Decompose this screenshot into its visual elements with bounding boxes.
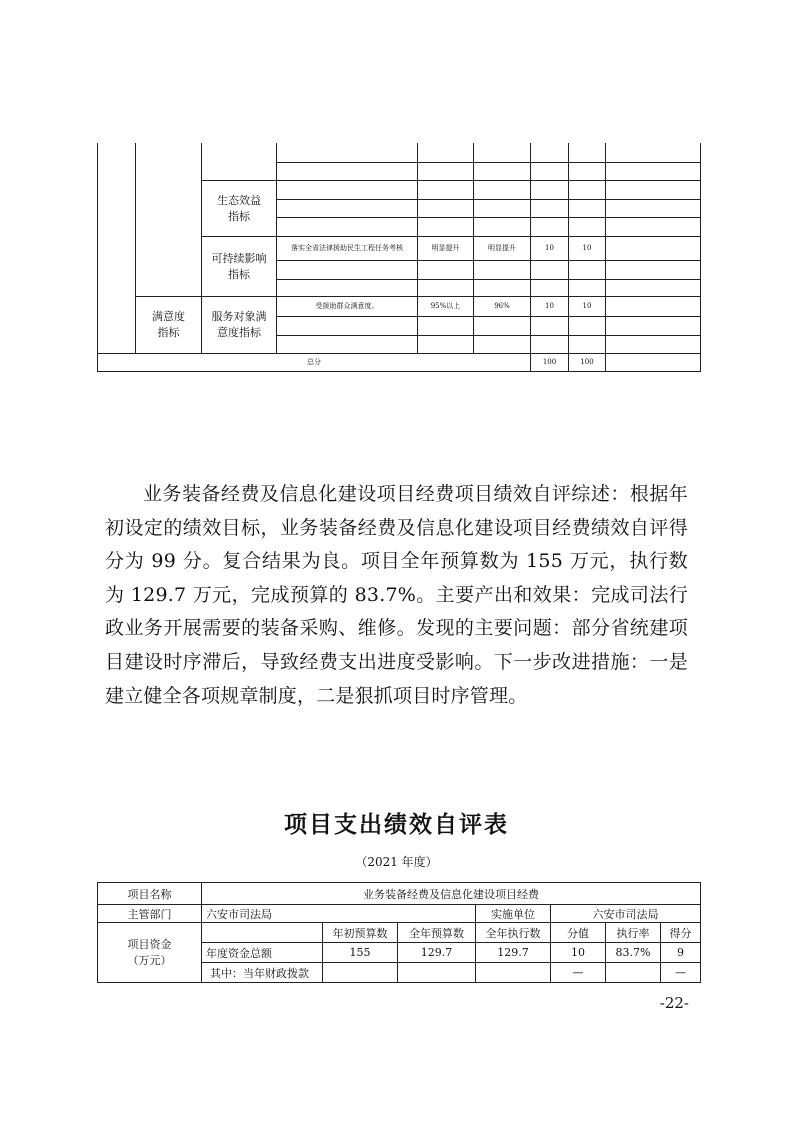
total-weight: 100 bbox=[542, 358, 557, 367]
row-fiscal-label: 其中：当年财政拨款 bbox=[210, 966, 309, 980]
project-name-value: 业务装备经费及信息化建设项目经费 bbox=[363, 887, 539, 901]
row-total-execution: 129.7 bbox=[497, 946, 529, 959]
satisfaction-content: 受援助群众满意度。 bbox=[315, 302, 379, 311]
satisfaction-score: 10 bbox=[582, 302, 592, 311]
header-initial-budget: 年初预算数 bbox=[332, 926, 388, 940]
satisfaction-weight: 10 bbox=[545, 302, 554, 311]
satisfaction-indicator-label: 服务对象满 意度指标 bbox=[211, 310, 267, 339]
total-label: 总分 bbox=[307, 358, 321, 367]
dept-label: 主管部门 bbox=[127, 907, 172, 921]
funds-label: 项目资金 （万元） bbox=[127, 937, 172, 967]
header-execution-rate: 执行率 bbox=[616, 926, 650, 940]
dept-value: 六安市司法局 bbox=[206, 907, 272, 921]
header-score: 得分 bbox=[669, 926, 692, 940]
sustain-weight: 10 bbox=[545, 244, 554, 253]
header-annual-execution: 全年执行数 bbox=[485, 926, 541, 940]
sustain-content: 落实全省法律援助民生工程任务考核 bbox=[291, 244, 403, 253]
row-fiscal-score-dash: — bbox=[675, 966, 686, 979]
satisfaction-target: 95%以上 bbox=[430, 302, 461, 311]
sustain-actual: 明显提升 bbox=[488, 244, 516, 253]
total-score: 100 bbox=[580, 358, 594, 367]
satisfaction-actual: 96% bbox=[494, 302, 510, 311]
row-total-weight: 10 bbox=[571, 946, 585, 959]
sustain-indicator-label: 可持续影响 指标 bbox=[211, 251, 267, 281]
sustain-score: 10 bbox=[582, 244, 592, 253]
project-name-label: 项目名称 bbox=[127, 887, 172, 901]
impl-label: 实施单位 bbox=[491, 907, 535, 921]
header-annual-budget: 全年预算数 bbox=[409, 926, 464, 940]
row-total-score: 9 bbox=[677, 946, 684, 959]
table-title: 项目支出绩效自评表 bbox=[284, 812, 509, 838]
summary-paragraph: 业务装备经费及信息化建设项目经费项目绩效自评综述：根据年初设定的绩效目标，业务装备经费及信息化建设项目经费绩效自评得分为 99 分。复合结果为良。项目全年预算数为 155 万元，执行数为 129.7 万元，完成预算的 83.7%。主要产出和效果：完成司法行政业务开展需要的装备采购、维修。发现的主要问题：部分省统建项目建设时序滞后，导致经费支出进度受影响。下一步改进措施：一是建立健全各项规章制度，二是狠抓项目时序管理。 bbox=[105, 483, 688, 707]
table-subtitle: （2021 年度） bbox=[355, 855, 438, 869]
row-total-label: 年度资金总额 bbox=[206, 946, 272, 960]
row-total-annual-budget: 129.7 bbox=[420, 946, 453, 959]
impl-value: 六安市司法局 bbox=[592, 907, 659, 921]
page-number: -22- bbox=[659, 994, 689, 1012]
row-total-rate: 83.7% bbox=[615, 946, 651, 959]
sustain-target: 明显提升 bbox=[431, 244, 460, 253]
eco-indicator-label: 生态效益 指标 bbox=[217, 193, 261, 223]
row-total-initial-budget: 155 bbox=[349, 946, 371, 959]
satisfaction-category-label: 满意度 指标 bbox=[152, 310, 185, 339]
header-weight: 分值 bbox=[567, 926, 589, 940]
row-fiscal-weight-dash: — bbox=[572, 966, 584, 979]
